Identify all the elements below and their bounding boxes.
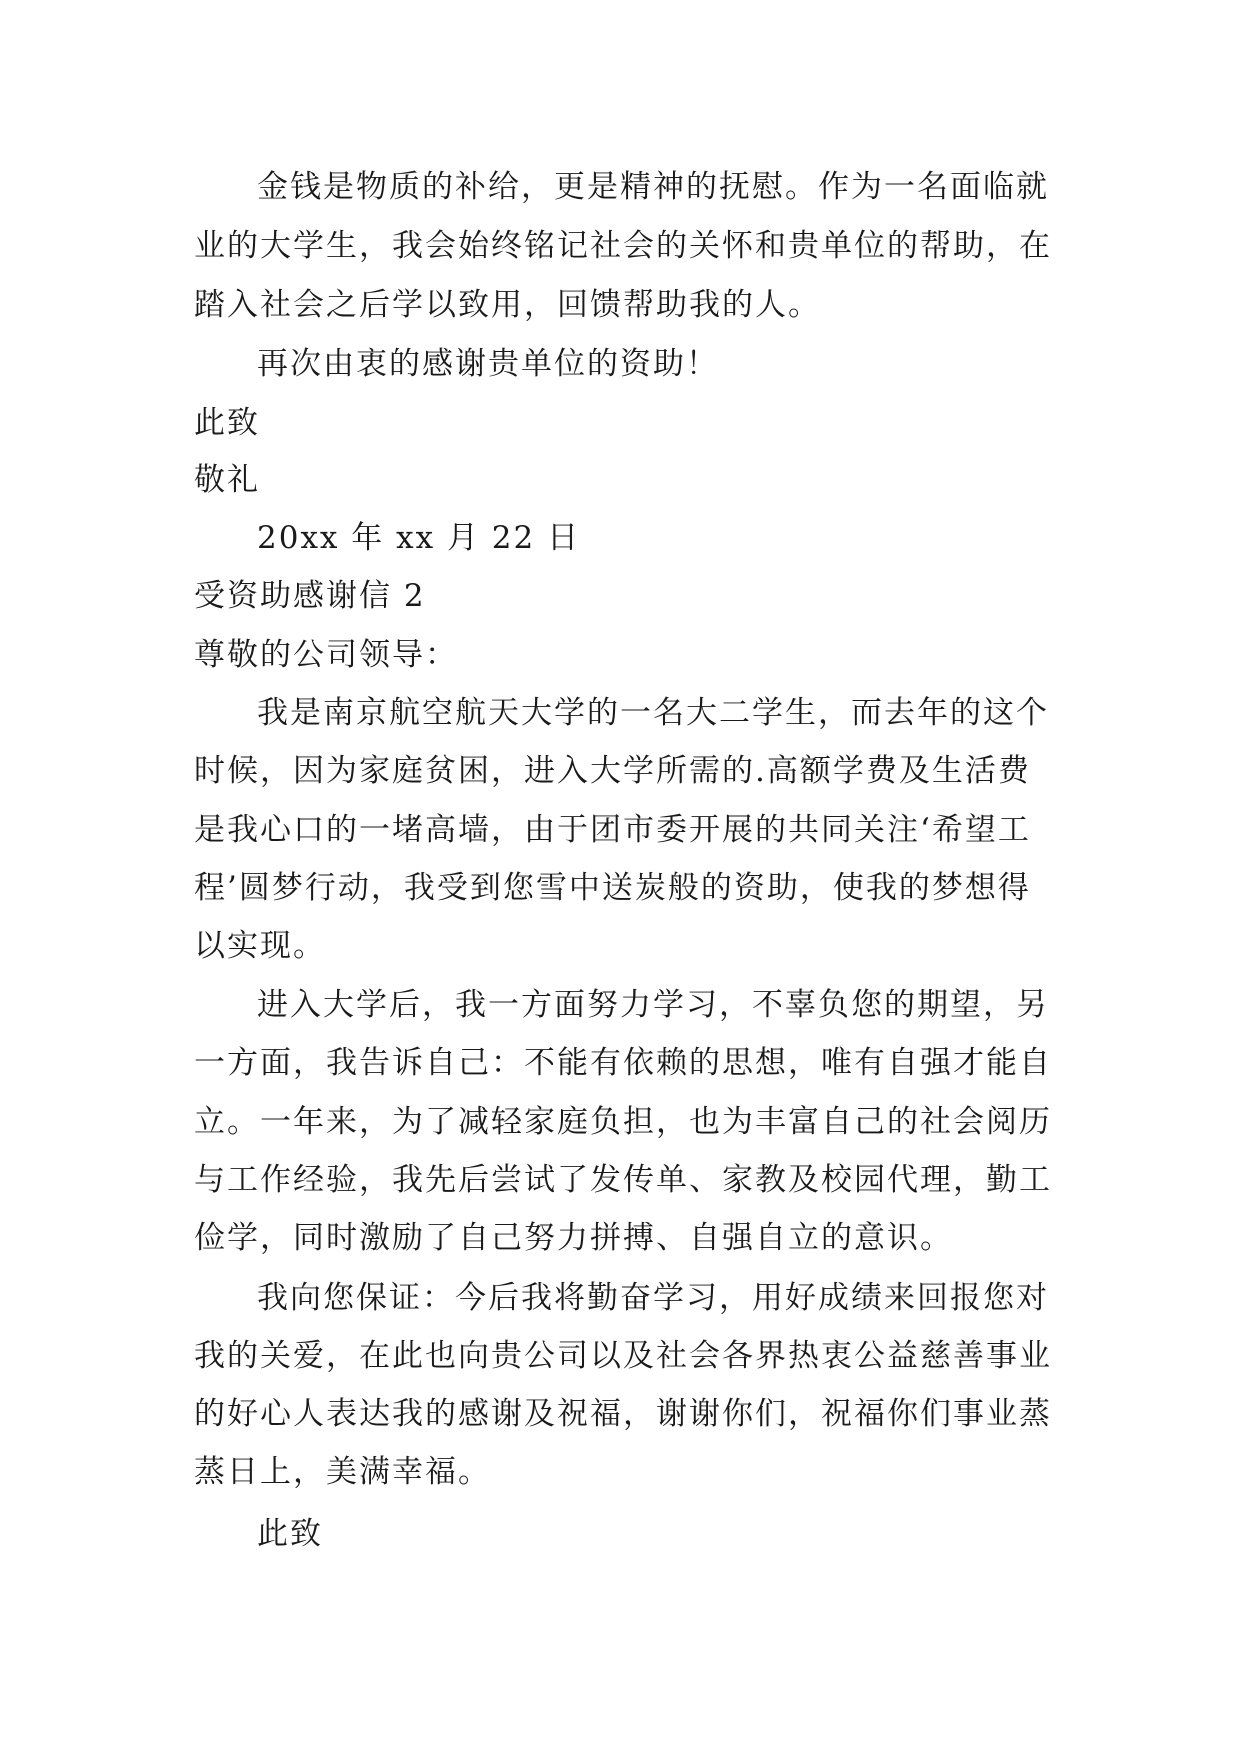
paragraph-line: 时候，因为家庭贫困，进入大学所需的.高额学费及生活费: [194, 753, 1031, 789]
paragraph-line: 金钱是物质的补给，更是精神的抚慰。作为一名面临就: [257, 169, 1049, 205]
paragraph-line: 踏入社会之后学以致用，回馈帮助我的人。: [194, 287, 821, 323]
paragraph-line: 程’圆梦行动，我受到您雪中送炭般的资助，使我的梦想得: [194, 870, 1031, 906]
paragraph-line: 我是南京航空航天大学的一名大二学生，而去年的这个: [257, 695, 1049, 731]
salutation: 尊敬的公司领导：: [194, 637, 458, 673]
letter-title: 受资助感谢信 2: [194, 578, 426, 614]
paragraph-line: 立。一年来，为了减轻家庭负担，也为丰富自己的社会阅历: [194, 1104, 1052, 1140]
closing-ci-zhi-2: 此致: [257, 1516, 323, 1552]
paragraph-line: 进入大学后，我一方面努力学习，不辜负您的期望，另: [257, 987, 1049, 1023]
letter-date: 20xx 年 xx 月 22 日: [257, 520, 581, 556]
paragraph-line: 业的大学生，我会始终铭记社会的关怀和贵单位的帮助，在: [194, 228, 1052, 264]
closing-ci-zhi: 此致: [194, 405, 260, 441]
paragraph-line: 以实现。: [194, 928, 326, 964]
paragraph-line: 俭学，同时激励了自己努力拼搏、自强自立的意识。: [194, 1220, 953, 1256]
paragraph-line: 蒸日上，美满幸福。: [194, 1454, 491, 1490]
paragraph-line: 与工作经验，我先后尝试了发传单、家教及校园代理，勤工: [194, 1162, 1052, 1198]
paragraph-line: 一方面，我告诉自己：不能有依赖的思想，唯有自强才能自: [194, 1045, 1052, 1081]
paragraph-line: 我的关爱，在此也向贵公司以及社会各界热衷公益慈善事业: [194, 1338, 1052, 1374]
closing-jing-li: 敬礼: [194, 462, 260, 498]
paragraph-line: 的好心人表达我的感谢及祝福，谢谢你们，祝福你们事业蒸: [194, 1396, 1052, 1432]
paragraph-line: 我向您保证：今后我将勤奋学习，用好成绩来回报您对: [257, 1280, 1049, 1316]
thanks-line: 再次由衷的感谢贵单位的资助！: [257, 346, 719, 382]
paragraph-line: 是我心口的一堵高墙，由于团市委开展的共同关注‘希望工: [194, 812, 1031, 848]
